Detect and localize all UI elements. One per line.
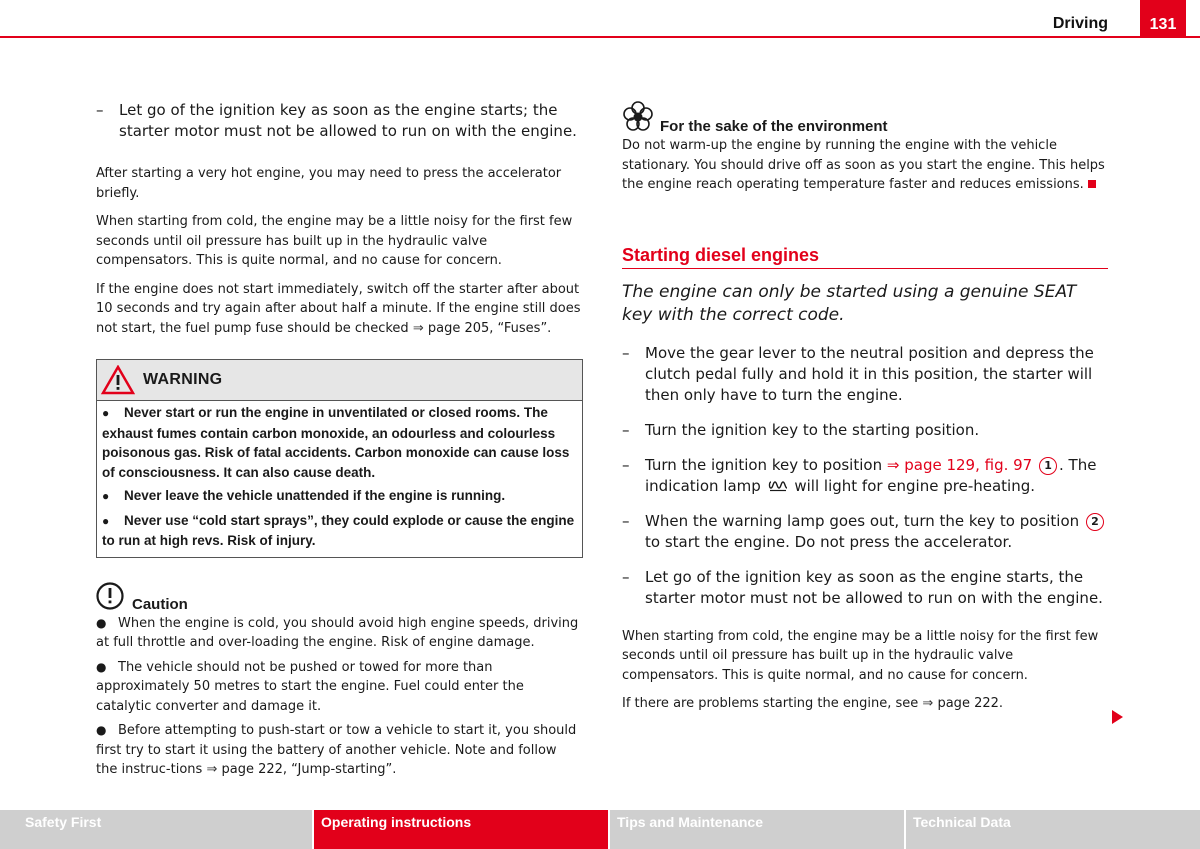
warning-title: WARNING bbox=[143, 371, 223, 388]
paragraph: After starting a very hot engine, you may need to press the accelerator briefly. bbox=[96, 166, 562, 201]
dash: – bbox=[622, 567, 630, 586]
step-item bbox=[622, 511, 1108, 553]
dash: – bbox=[96, 101, 104, 119]
caution-text: Before attempting to push-start or tow a vehicle to start it, you should first try to start it using the battery of another vehicle. Note and follow the instruc-tions bbox=[96, 723, 577, 777]
environment-text bbox=[622, 136, 1108, 195]
page-reference-link[interactable]: page 205, “Fuses”. bbox=[427, 320, 552, 336]
reference-arrow-icon: ⇒ bbox=[206, 762, 218, 777]
position-marker-2: 2 bbox=[1086, 513, 1104, 531]
paragraph: When starting from cold, the engine may be a little noisy for the first few seconds until oil pressure has built up in the hydraulic valve compensators. This is quite normal, and no cause for concern. bbox=[622, 628, 1099, 683]
warning-item bbox=[102, 403, 578, 482]
step-text: Let go of the ignition key as soon as the engine starts, the starter motor must not be allowed to run on with the engine. bbox=[645, 567, 1103, 607]
step-text: to start the engine. Do not press the accelerator. bbox=[645, 532, 1013, 551]
step-text: Move the gear lever to the neutral position and depress the clutch pedal fully and hold it in this position, the starter will then only have to turn the engine. bbox=[645, 343, 1094, 404]
dash: – bbox=[622, 511, 630, 530]
left-column bbox=[96, 100, 582, 785]
step-item bbox=[622, 567, 1108, 609]
caution-text: The vehicle should not be pushed or towed for more than approximately 50 metres to start the engine. Fuel could enter the catalytic converter and damage it. bbox=[96, 659, 524, 714]
caution-title: Caution bbox=[132, 595, 188, 613]
step-text: will light for engine pre-heating. bbox=[794, 476, 1036, 495]
warning-header bbox=[97, 360, 582, 401]
section-title: Driving bbox=[1052, 15, 1108, 32]
environment-paragraph: Do not warm-up the engine by running the engine with the vehicle stationary. You should drive off as soon as you start the engine. This helps the engine reach operating temperature faster and reduces emissions. bbox=[622, 138, 1105, 192]
section-heading: Starting diesel engines bbox=[622, 245, 1108, 269]
caution-item bbox=[96, 721, 582, 780]
warning-text: Never leave the vehicle unattended if the engine is running. bbox=[124, 488, 506, 503]
page-reference-link[interactable]: page 222, “Jump-starting”. bbox=[221, 762, 397, 777]
warning-text: Never use “cold start sprays”, they could explode or cause the engine to run at high revs. Risk of injury. bbox=[102, 512, 575, 548]
bullet-icon: ● bbox=[102, 406, 110, 420]
tab-technical-data[interactable]: Technical Data bbox=[906, 810, 1200, 849]
end-marker-icon bbox=[1088, 180, 1096, 188]
reference-arrow-icon: ⇒ bbox=[886, 455, 900, 474]
step-text: Let go of the ignition key as soon as the engine starts; the starter motor must not be allowed to run on with the engine. bbox=[119, 101, 577, 140]
paragraph bbox=[622, 694, 1108, 714]
step-item bbox=[96, 100, 582, 142]
step-text: . The indication lamp bbox=[645, 455, 1097, 495]
caution-item bbox=[96, 614, 582, 653]
step-text: Turn the ignition key to position bbox=[645, 455, 883, 474]
warning-text: Never start or run the engine in unventilated or closed rooms. The exhaust fumes contain carbon monoxide, an odourless and colourless poisonous gas. Risk of fatal accidents. Carbon monoxide can cause loss of consciousness. It can also cause death. bbox=[102, 405, 570, 480]
caution-text: When the engine is cold, you should avoid high engine speeds, driving at full throttle and over-loading the engine. Risk of engine damage. bbox=[96, 615, 579, 650]
step-text: When the warning lamp goes out, turn the key to position bbox=[645, 511, 1080, 530]
reference-arrow-icon: ⇒ bbox=[922, 696, 934, 711]
page-number: 131 bbox=[1140, 0, 1186, 37]
page-reference-link[interactable]: page 129, fig. 97 bbox=[904, 455, 1033, 474]
dash: – bbox=[622, 420, 630, 439]
warning-body bbox=[97, 401, 582, 557]
tab-tips-and-maintenance[interactable]: Tips and Maintenance bbox=[610, 810, 904, 849]
paragraph-text: If the engine does not start immediately, switch off the starter after about 10 seconds and try again after about half a minute. If the engine still does not start, the fuel pump fuse should be checked bbox=[96, 281, 581, 336]
warning-box bbox=[96, 359, 583, 558]
bullet-icon: ● bbox=[96, 723, 107, 737]
flower-icon bbox=[622, 100, 654, 132]
bullet-icon: ● bbox=[102, 489, 110, 503]
caution-header bbox=[96, 580, 582, 613]
tab-safety-first[interactable]: Safety First bbox=[0, 810, 312, 849]
caution-item bbox=[96, 658, 582, 717]
step-text: Turn the ignition key to the starting position. bbox=[645, 420, 980, 439]
footer-tabs bbox=[0, 810, 1200, 849]
dash: – bbox=[622, 455, 630, 474]
bullet-icon: ● bbox=[96, 615, 107, 630]
intro-text: The engine can only be started using a genuine SEAT key with the correct code. bbox=[622, 281, 1077, 325]
bullet-icon: ● bbox=[102, 513, 110, 528]
reference-arrow-icon: ⇒ bbox=[412, 320, 424, 336]
next-page-arrow-icon[interactable] bbox=[1112, 710, 1123, 724]
environment-header bbox=[622, 100, 1108, 135]
exclamation-circle-icon bbox=[96, 582, 124, 610]
environment-title: For the sake of the environment bbox=[660, 118, 888, 135]
tab-operating-instructions[interactable]: Operating instructions bbox=[314, 810, 608, 849]
step-item bbox=[622, 343, 1108, 406]
warning-triangle-icon bbox=[101, 365, 135, 395]
step-item bbox=[622, 455, 1108, 497]
position-marker-1: 1 bbox=[1039, 457, 1057, 475]
page-reference-link[interactable]: page 222. bbox=[937, 696, 1004, 711]
bullet-icon: ● bbox=[96, 659, 107, 674]
header-rule bbox=[0, 36, 1200, 38]
dash: – bbox=[622, 343, 630, 362]
paragraph-text: If there are problems starting the engine, see bbox=[622, 696, 919, 711]
paragraph: When starting from cold, the engine may be a little noisy for the first few seconds until oil pressure has built up in the hydraulic valve compensators. This is quite normal, and no cause for concern. bbox=[96, 214, 573, 268]
glow-plug-icon bbox=[768, 479, 788, 493]
warning-item bbox=[102, 511, 578, 551]
warning-item bbox=[102, 486, 578, 507]
step-item bbox=[622, 420, 1108, 441]
paragraph bbox=[96, 280, 582, 339]
right-column bbox=[622, 100, 1108, 723]
